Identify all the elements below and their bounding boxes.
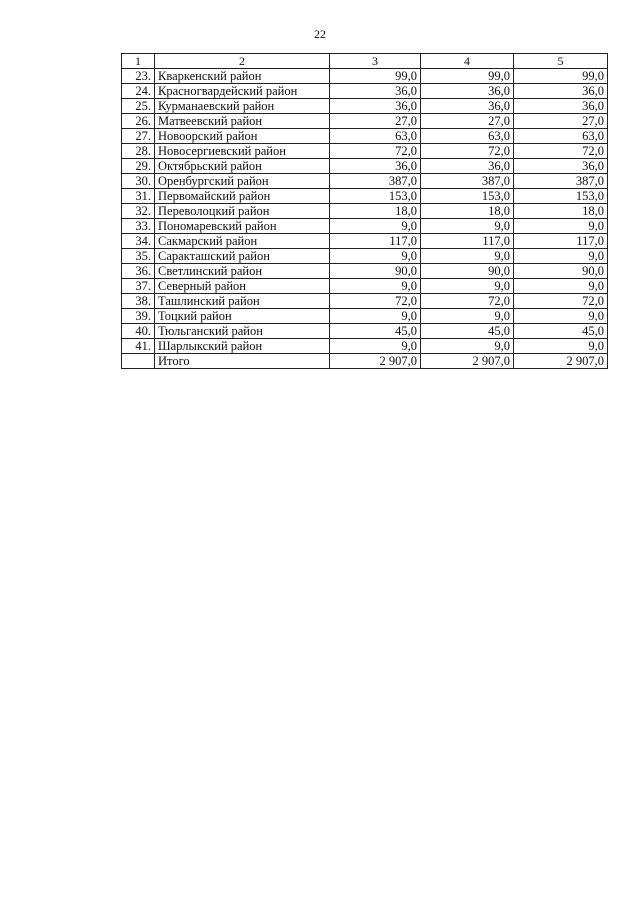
table-row — [122, 294, 608, 309]
table-row — [122, 279, 608, 294]
table-row — [122, 204, 608, 219]
row-number: 27. — [122, 129, 155, 144]
value-col-3: 18,0 — [330, 204, 421, 219]
district-name: Саракташский район — [155, 249, 330, 264]
value-col-3: 117,0 — [330, 234, 421, 249]
value-col-5: 117,0 — [514, 234, 608, 249]
district-name: Оренбургский район — [155, 174, 330, 189]
value-col-4: 99,0 — [421, 69, 514, 84]
row-number: 37. — [122, 279, 155, 294]
row-number: 30. — [122, 174, 155, 189]
value-col-3: 45,0 — [330, 324, 421, 339]
value-col-5: 36,0 — [514, 99, 608, 114]
table-row — [122, 324, 608, 339]
district-name: Первомайский район — [155, 189, 330, 204]
table-row — [122, 264, 608, 279]
row-number: 41. — [122, 339, 155, 354]
value-col-5: 9,0 — [514, 249, 608, 264]
district-name: Сакмарский район — [155, 234, 330, 249]
district-name: Новоорский район — [155, 129, 330, 144]
value-col-3: 9,0 — [330, 339, 421, 354]
value-col-4: 9,0 — [421, 339, 514, 354]
row-number: 34. — [122, 234, 155, 249]
value-col-3: 72,0 — [330, 294, 421, 309]
value-col-3: 90,0 — [330, 264, 421, 279]
district-name: Светлинский район — [155, 264, 330, 279]
value-col-5: 72,0 — [514, 294, 608, 309]
table-row — [122, 99, 608, 114]
table-row — [122, 339, 608, 354]
row-number: 29. — [122, 159, 155, 174]
value-col-4: 9,0 — [421, 279, 514, 294]
table-body — [122, 69, 608, 354]
value-col-4: 45,0 — [421, 324, 514, 339]
value-col-4: 387,0 — [421, 174, 514, 189]
row-number: 33. — [122, 219, 155, 234]
value-col-5: 18,0 — [514, 204, 608, 219]
table-row — [122, 129, 608, 144]
district-name: Шарлыкский район — [155, 339, 330, 354]
total-value-col-4: 2 907,0 — [421, 354, 514, 369]
value-col-5: 9,0 — [514, 279, 608, 294]
value-col-4: 18,0 — [421, 204, 514, 219]
value-col-5: 99,0 — [514, 69, 608, 84]
header-row — [122, 54, 608, 69]
value-col-4: 36,0 — [421, 99, 514, 114]
header-col-5: 5 — [514, 54, 608, 69]
value-col-5: 45,0 — [514, 324, 608, 339]
value-col-3: 153,0 — [330, 189, 421, 204]
value-col-5: 153,0 — [514, 189, 608, 204]
value-col-4: 72,0 — [421, 144, 514, 159]
value-col-5: 72,0 — [514, 144, 608, 159]
row-number: 35. — [122, 249, 155, 264]
row-number: 38. — [122, 294, 155, 309]
table-row — [122, 219, 608, 234]
value-col-5: 9,0 — [514, 339, 608, 354]
value-col-3: 36,0 — [330, 99, 421, 114]
value-col-3: 36,0 — [330, 159, 421, 174]
value-col-3: 63,0 — [330, 129, 421, 144]
table-row — [122, 114, 608, 129]
district-name: Пономаревский район — [155, 219, 330, 234]
district-name: Кваркенский район — [155, 69, 330, 84]
value-col-4: 36,0 — [421, 84, 514, 99]
district-name: Северный район — [155, 279, 330, 294]
district-name: Новосергиевский район — [155, 144, 330, 159]
table-row — [122, 84, 608, 99]
value-col-3: 387,0 — [330, 174, 421, 189]
value-col-4: 72,0 — [421, 294, 514, 309]
row-number: 40. — [122, 324, 155, 339]
district-table — [121, 53, 608, 369]
value-col-4: 117,0 — [421, 234, 514, 249]
total-row — [122, 354, 608, 369]
row-number: 36. — [122, 264, 155, 279]
row-number: 24. — [122, 84, 155, 99]
table-row — [122, 309, 608, 324]
value-col-4: 9,0 — [421, 219, 514, 234]
table-row — [122, 249, 608, 264]
value-col-5: 9,0 — [514, 309, 608, 324]
value-col-4: 63,0 — [421, 129, 514, 144]
district-name: Красногвардейский район — [155, 84, 330, 99]
header-col-1: 1 — [122, 54, 155, 69]
value-col-3: 27,0 — [330, 114, 421, 129]
table-row — [122, 189, 608, 204]
row-number: 26. — [122, 114, 155, 129]
row-number: 23. — [122, 69, 155, 84]
value-col-4: 36,0 — [421, 159, 514, 174]
row-number: 25. — [122, 99, 155, 114]
row-number: 32. — [122, 204, 155, 219]
value-col-5: 387,0 — [514, 174, 608, 189]
value-col-5: 63,0 — [514, 129, 608, 144]
district-name: Переволоцкий район — [155, 204, 330, 219]
row-number: 28. — [122, 144, 155, 159]
value-col-3: 99,0 — [330, 69, 421, 84]
table-row — [122, 159, 608, 174]
district-name: Матвеевский район — [155, 114, 330, 129]
value-col-4: 9,0 — [421, 309, 514, 324]
header-col-3: 3 — [330, 54, 421, 69]
total-label: Итого — [155, 354, 330, 369]
row-number: 31. — [122, 189, 155, 204]
total-value-col-5: 2 907,0 — [514, 354, 608, 369]
district-name: Курманаевский район — [155, 99, 330, 114]
value-col-3: 9,0 — [330, 219, 421, 234]
district-name: Тоцкий район — [155, 309, 330, 324]
total-value-col-3: 2 907,0 — [330, 354, 421, 369]
value-col-5: 36,0 — [514, 84, 608, 99]
value-col-4: 153,0 — [421, 189, 514, 204]
value-col-3: 9,0 — [330, 249, 421, 264]
value-col-3: 36,0 — [330, 84, 421, 99]
header-col-4: 4 — [421, 54, 514, 69]
value-col-3: 9,0 — [330, 279, 421, 294]
district-name: Тюльганский район — [155, 324, 330, 339]
district-name: Ташлинский район — [155, 294, 330, 309]
value-col-4: 90,0 — [421, 264, 514, 279]
table-row — [122, 144, 608, 159]
value-col-5: 90,0 — [514, 264, 608, 279]
header-col-2: 2 — [155, 54, 330, 69]
value-col-5: 9,0 — [514, 219, 608, 234]
table-row — [122, 234, 608, 249]
table-row — [122, 69, 608, 84]
district-name: Октябрьский район — [155, 159, 330, 174]
row-number: 39. — [122, 309, 155, 324]
value-col-5: 27,0 — [514, 114, 608, 129]
value-col-3: 72,0 — [330, 144, 421, 159]
value-col-4: 27,0 — [421, 114, 514, 129]
value-col-3: 9,0 — [330, 309, 421, 324]
value-col-4: 9,0 — [421, 249, 514, 264]
total-num-cell — [122, 354, 155, 369]
page-number: 22 — [314, 27, 326, 41]
value-col-5: 36,0 — [514, 159, 608, 174]
table-row — [122, 174, 608, 189]
